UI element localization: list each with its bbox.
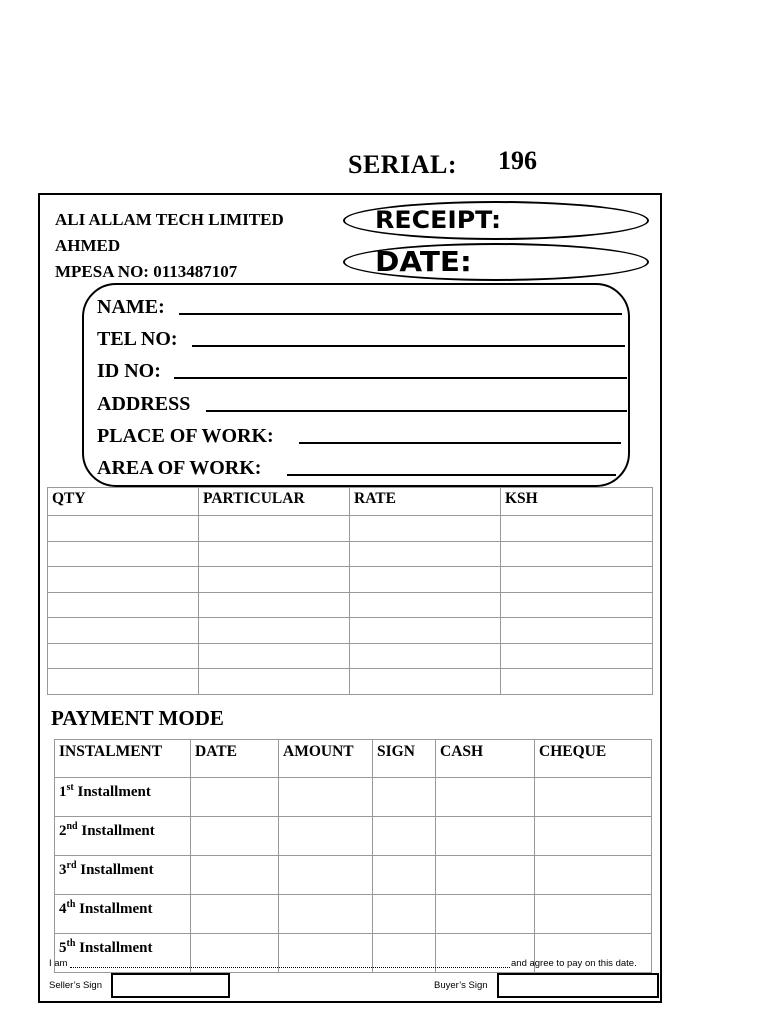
- tel-field-label: TEL NO:: [97, 328, 178, 350]
- items-header-row: [48, 488, 653, 516]
- payment-mode-title: PAYMENT MODE: [51, 706, 224, 730]
- place-of-work-line[interactable]: [299, 442, 621, 444]
- amount-cell[interactable]: [279, 856, 373, 895]
- serial-label: SERIAL:: [348, 150, 457, 179]
- qty-cell[interactable]: [48, 567, 199, 593]
- date-cell[interactable]: [191, 817, 279, 856]
- ksh-header: KSH: [501, 488, 653, 516]
- rate-cell[interactable]: [350, 643, 501, 669]
- particular-cell[interactable]: [199, 592, 350, 618]
- qty-header: QTY: [48, 488, 199, 516]
- date-header: DATE: [191, 740, 279, 778]
- name-field-line[interactable]: [179, 313, 622, 315]
- ksh-cell[interactable]: [501, 567, 653, 593]
- place-of-work-label: PLACE OF WORK:: [97, 425, 274, 447]
- installment-row: [55, 778, 652, 817]
- rate-cell[interactable]: [350, 618, 501, 644]
- qty-cell[interactable]: [48, 669, 199, 695]
- instalment-header: INSTALMENT: [55, 740, 191, 778]
- serial-number: 196: [498, 146, 537, 175]
- rate-cell[interactable]: [350, 516, 501, 542]
- items-table: [47, 487, 653, 695]
- item-row: [48, 618, 653, 644]
- agreement-start: I am: [49, 958, 68, 969]
- rate-cell[interactable]: [350, 592, 501, 618]
- area-of-work-label: AREA OF WORK:: [97, 457, 262, 479]
- date-label: DATE:: [375, 245, 472, 278]
- id-field-line[interactable]: [174, 377, 627, 379]
- cash-cell[interactable]: [436, 856, 535, 895]
- date-cell[interactable]: [191, 856, 279, 895]
- qty-cell[interactable]: [48, 643, 199, 669]
- sign-cell[interactable]: [373, 778, 436, 817]
- sign-cell[interactable]: [373, 895, 436, 934]
- id-field-label: ID NO:: [97, 360, 161, 382]
- ksh-cell[interactable]: [501, 618, 653, 644]
- payment-header-row: [55, 740, 652, 778]
- cheque-header: CHEQUE: [535, 740, 652, 778]
- cash-cell[interactable]: [436, 817, 535, 856]
- installment-row: [55, 895, 652, 934]
- date-oval: [343, 243, 649, 281]
- particular-cell[interactable]: [199, 618, 350, 644]
- installment-label: 4th Installment: [55, 895, 191, 934]
- sign-cell[interactable]: [373, 856, 436, 895]
- qty-cell[interactable]: [48, 516, 199, 542]
- installment-row: [55, 856, 652, 895]
- cheque-cell[interactable]: [535, 817, 652, 856]
- item-row: [48, 669, 653, 695]
- cheque-cell[interactable]: [535, 895, 652, 934]
- item-row: [48, 643, 653, 669]
- amount-cell[interactable]: [279, 778, 373, 817]
- buyer-sign-box[interactable]: [497, 973, 659, 998]
- amount-cell[interactable]: [279, 817, 373, 856]
- items-body: [48, 516, 653, 695]
- qty-cell[interactable]: [48, 618, 199, 644]
- installment-label: 5th Installment: [55, 934, 191, 973]
- sign-header: SIGN: [373, 740, 436, 778]
- buyer-name-dotted-line[interactable]: [70, 967, 510, 968]
- area-of-work-line[interactable]: [287, 474, 616, 476]
- particular-header: PARTICULAR: [199, 488, 350, 516]
- seller-sign-label: Seller’s Sign: [49, 980, 102, 991]
- qty-cell[interactable]: [48, 541, 199, 567]
- payment-table: [54, 739, 652, 973]
- date-cell[interactable]: [191, 778, 279, 817]
- date-cell[interactable]: [191, 895, 279, 934]
- particular-cell[interactable]: [199, 567, 350, 593]
- cash-cell[interactable]: [436, 778, 535, 817]
- installment-row: [55, 817, 652, 856]
- item-row: [48, 592, 653, 618]
- ksh-cell[interactable]: [501, 643, 653, 669]
- installment-label: 2nd Installment: [55, 817, 191, 856]
- installment-label: 3rd Installment: [55, 856, 191, 895]
- item-row: [48, 567, 653, 593]
- seller-sign-box[interactable]: [111, 973, 230, 998]
- ksh-cell[interactable]: [501, 669, 653, 695]
- rate-header: RATE: [350, 488, 501, 516]
- ksh-cell[interactable]: [501, 541, 653, 567]
- company-name: ALI ALLAM TECH LIMITED: [55, 210, 284, 229]
- company-owner: AHMED: [55, 236, 121, 255]
- rate-cell[interactable]: [350, 669, 501, 695]
- receipt-oval: [343, 201, 649, 240]
- qty-cell[interactable]: [48, 592, 199, 618]
- cash-cell[interactable]: [436, 895, 535, 934]
- address-field-label: ADDRESS: [97, 393, 191, 415]
- rate-cell[interactable]: [350, 567, 501, 593]
- cheque-cell[interactable]: [535, 856, 652, 895]
- address-field-line[interactable]: [206, 410, 627, 412]
- particular-cell[interactable]: [199, 669, 350, 695]
- particular-cell[interactable]: [199, 643, 350, 669]
- sign-cell[interactable]: [373, 817, 436, 856]
- amount-cell[interactable]: [279, 895, 373, 934]
- item-row: [48, 516, 653, 542]
- cash-header: CASH: [436, 740, 535, 778]
- receipt-label: RECEIPT:: [375, 206, 502, 234]
- ksh-cell[interactable]: [501, 516, 653, 542]
- agreement-end: and agree to pay on this date.: [511, 958, 637, 969]
- installment-label: 1st Installment: [55, 778, 191, 817]
- name-field-label: NAME:: [97, 296, 165, 318]
- mpesa-number: MPESA NO: 0113487107: [55, 262, 238, 281]
- particular-cell[interactable]: [199, 516, 350, 542]
- cheque-cell[interactable]: [535, 778, 652, 817]
- rate-cell[interactable]: [350, 541, 501, 567]
- particular-cell[interactable]: [199, 541, 350, 567]
- amount-header: AMOUNT: [279, 740, 373, 778]
- buyer-sign-label: Buyer’s Sign: [434, 980, 488, 991]
- tel-field-line[interactable]: [192, 345, 625, 347]
- item-row: [48, 541, 653, 567]
- ksh-cell[interactable]: [501, 592, 653, 618]
